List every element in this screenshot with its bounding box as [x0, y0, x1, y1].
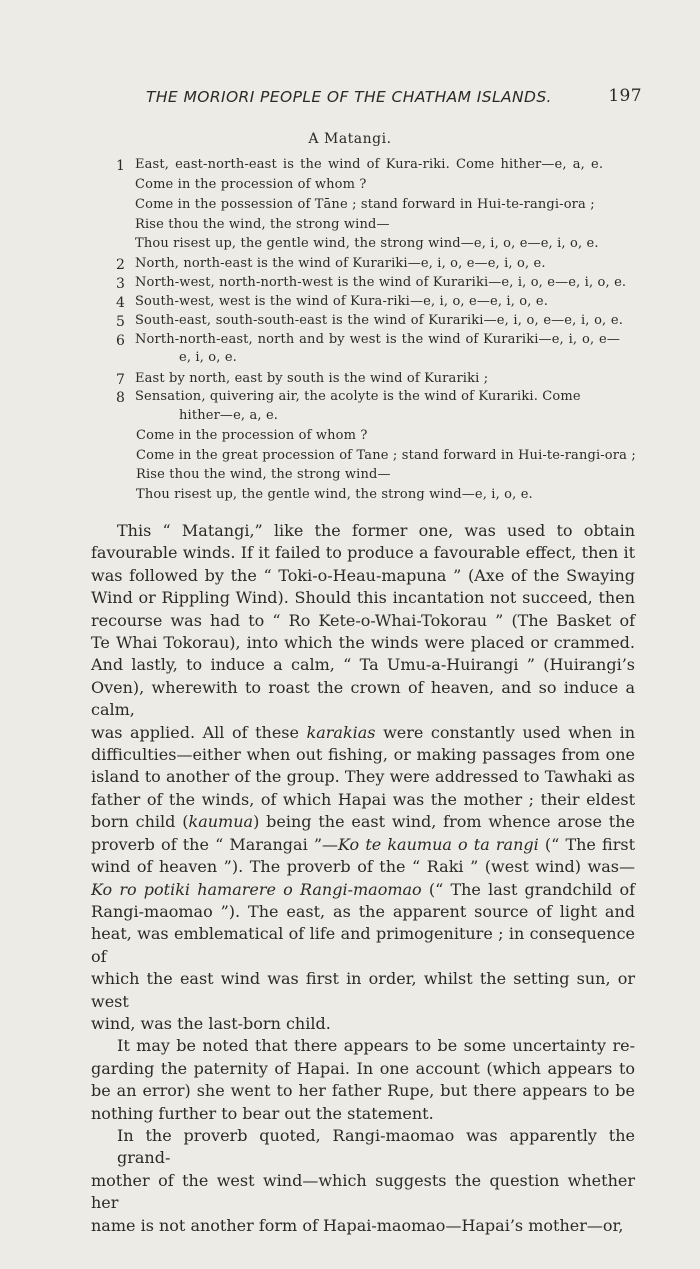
text-line: Rangi-maomao ”). The east, as the apparent source of light and	[91, 901, 635, 921]
text-line: was applied. All of these karakias were constantly used when in	[91, 722, 635, 742]
text-line: wind of heaven ”). The proverb of the “ Raki ” (west wind) was—	[91, 857, 635, 877]
text-line: wind, was the last-born child.	[91, 1013, 331, 1033]
text-line: name is not another form of Hapai-maomao—Hapai’s mother—or,	[91, 1215, 624, 1235]
text-line: was followed by the “ Toki-o-Heau-mapuna ” (Axe of the Swaying	[91, 565, 635, 585]
text-line: garding the paternity of Hapai. In one account (which appears to	[91, 1058, 635, 1078]
running-head-title: THE MORIORI PEOPLE OF THE CHATHAM ISLANDS.	[146, 88, 552, 106]
verse-line: Rise thou the wind, the strong wind—	[135, 217, 390, 232]
verse-line: South-east, south-south-east is the wind of Kurariki—e, i, o, e—e, i, o, e.	[135, 313, 623, 328]
italic-text: Ko ro potiki hamarere o Rangi-maomao	[91, 879, 422, 899]
text-line: proverb of the “ Marangai ”—Ko te kaumua o ta rangi (“ The first	[91, 834, 635, 854]
text-line: island to another of the group. They were addressed to Tawhaki as	[91, 767, 635, 787]
verse-line: Thou risest up, the gentle wind, the strong wind—e, i, o, e.	[136, 487, 533, 502]
text-line: Te Whai Tokorau), into which the winds were placed or crammed.	[91, 633, 635, 653]
verse-line: Sensation, quivering air, the acolyte is the wind of Kurariki. Come	[135, 389, 581, 404]
text-line: It may be noted that there appears to be some uncertainty re-	[117, 1036, 635, 1056]
verse-line: Come in the possession of Tāne ; stand forward in Hui-te-rangi-ora ;	[135, 197, 595, 212]
verse-line: South-west, west is the wind of Kura-riki—e, i, o, e—e, i, o, e.	[135, 294, 548, 309]
verse-line: e, i, o, e.	[179, 350, 237, 365]
text-line: which the east wind was first in order, whilst the setting sun, or west	[91, 969, 635, 1011]
italic-text: karakias	[306, 722, 376, 742]
text-line: be an error) she went to her father Rupe, but there appears to be	[91, 1081, 635, 1101]
text-line: In the proverb quoted, Rangi-maomao was apparently the grand-	[117, 1125, 635, 1168]
paragraph-1	[91, 520, 635, 1035]
verse-number: 6	[116, 333, 125, 349]
page-number: 197	[608, 86, 642, 106]
verse-line: East, east-north-east is the wind of Kura-riki. Come hither—e, a, e.	[135, 157, 604, 172]
verse-number: 8	[116, 390, 125, 406]
text-line: Wind or Rippling Wind). Should this incantation not succeed, then	[91, 588, 635, 608]
verse-number: 2	[116, 257, 125, 273]
verse-line: Come in the procession of whom ?	[136, 428, 368, 443]
text-line: mother of the west wind—which suggests the question whether her	[91, 1170, 635, 1213]
text-line: This “ Matangi,” like the former one, was used to obtain	[117, 521, 635, 540]
text-line: And lastly, to induce a calm, “ Ta Umu-a-Huirangi ” (Huirangi’s	[91, 655, 635, 675]
text-line: recourse was had to “ Ro Kete-o-Whai-Tokorau ” (The Basket of	[91, 610, 635, 630]
chant-title	[0, 131, 700, 147]
italic-text: kaumua	[188, 812, 254, 832]
italic-text: Ko te kaumua o ta rangi	[338, 834, 539, 854]
verse-number: 3	[116, 276, 125, 292]
verse-number: 7	[116, 372, 125, 388]
text-line: heat, was emblematical of life and primogeniture ; in consequence of	[91, 924, 635, 966]
text-line: born child (kaumua) being the east wind, from whence arose the	[91, 812, 635, 832]
verse-line: North-west, north-north-west is the wind of Kurariki—e, i, o, e—e, i, o, e.	[135, 275, 627, 290]
chant-title-word: Matangi.	[324, 131, 392, 147]
verse-line: North-north-east, north and by west is the wind of Kurariki—e, i, o, e—	[135, 332, 620, 347]
text-line: Ko ro potiki hamarere o Rangi-maomao (“ The last grandchild of	[91, 879, 636, 899]
verse-line: Rise thou the wind, the strong wind—	[136, 467, 391, 482]
verse-line: North, north-east is the wind of Kurariki—e, i, o, e—e, i, o, e.	[135, 256, 546, 271]
text-line: father of the winds, of which Hapai was the mother ; their eldest	[91, 789, 635, 809]
verse-line: East by north, east by south is the wind of Kurariki ;	[135, 371, 489, 386]
paragraph-2	[91, 1035, 635, 1125]
text-line: favourable winds. If it failed to produce a favourable effect, then it	[91, 543, 635, 563]
text-line: Oven), wherewith to roast the crown of heaven, and so induce a calm,	[91, 677, 635, 720]
text-line: nothing further to bear out the statement.	[91, 1103, 434, 1123]
body-text	[91, 520, 635, 1237]
chant-title-prefix: A	[308, 131, 320, 147]
verse-number: 1	[116, 158, 125, 174]
verse-number: 4	[116, 295, 125, 311]
verse-line: Come in the great procession of Tane ; stand forward in Hui-te-rangi-ora ;	[136, 448, 636, 463]
verse-line: Come in the procession of whom ?	[135, 177, 367, 192]
verse-line: hither—e, a, e.	[179, 408, 279, 423]
running-head	[146, 88, 642, 106]
verse-line: Thou risest up, the gentle wind, the strong wind—e, i, o, e—e, i, o, e.	[135, 236, 599, 251]
text-line: difficulties—either when out fishing, or making passages from one	[91, 745, 635, 765]
paragraph-3	[91, 1125, 635, 1237]
verse-number: 5	[116, 314, 125, 330]
